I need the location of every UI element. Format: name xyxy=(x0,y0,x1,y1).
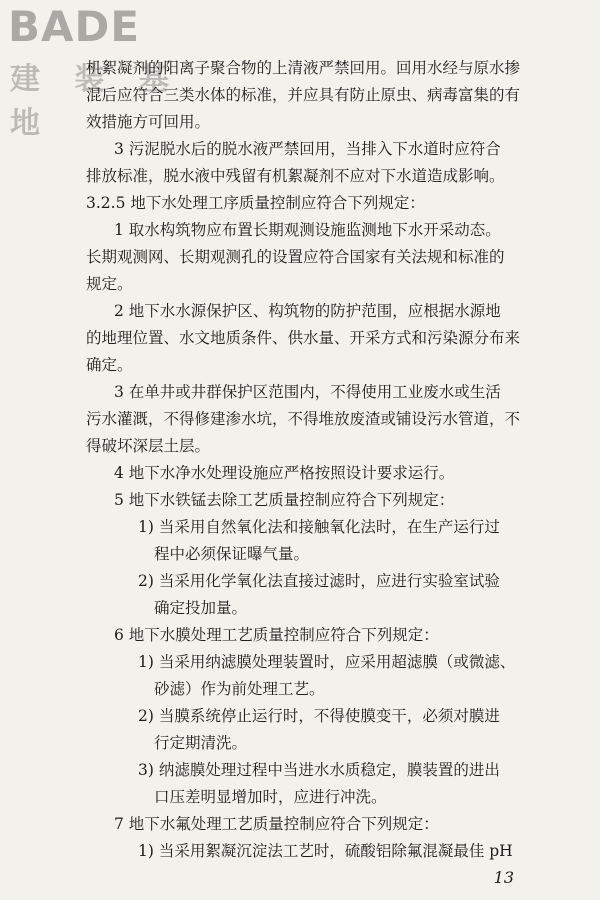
text-line: 的地理位置、水文地质条件、供水量、开采方式和污染源分布来 xyxy=(86,329,521,347)
text-line: 1 取水构筑物应布置长期观测设施监测地下水开采动态。 xyxy=(114,221,501,239)
clause-heading: 3.2.5 地下水处理工序质量控制应符合下列规定： xyxy=(86,194,425,212)
text-line: 污水灌溉，不得修建渗水坑，不得堆放废渣或铺设污水管道，不 xyxy=(86,410,521,428)
text-line: 机絮凝剂的阳离子聚合物的上清液严禁回用。回用水经与原水掺 xyxy=(86,59,521,77)
text-line: 2 地下水水源保护区、构筑物的防护范围，应根据水源地 xyxy=(114,302,501,320)
text-line: 口压差明显增加时，应进行冲洗。 xyxy=(154,788,387,806)
page-number: 13 xyxy=(493,868,514,887)
text-line: 规定。 xyxy=(86,275,133,293)
text-line: 3) 纳滤膜处理过程中当进水水质稳定，膜装置的进出 xyxy=(138,761,500,779)
text-line: 6 地下水膜处理工艺质量控制应符合下列规定： xyxy=(114,626,439,644)
text-line: 7 地下水氟处理工艺质量控制应符合下列规定： xyxy=(114,815,439,833)
text-line: 5 地下水铁锰去除工艺质量控制应符合下列规定： xyxy=(114,491,455,509)
text-line: 4 地下水净水处理设施应严格按照设计要求运行。 xyxy=(114,464,455,482)
text-line: 1) 当采用自然氧化法和接触氧化法时，在生产运行过 xyxy=(138,518,500,536)
text-line: 1) 当采用絮凝沉淀法工艺时，硫酸铝除氟混凝最佳 pH xyxy=(138,842,513,860)
text-line: 混后应符合三类水体的标准，并应具有防止原虫、病毒富集的有 xyxy=(86,86,521,104)
text-line: 2) 当采用化学氧化法直接过滤时，应进行实验室试验 xyxy=(138,572,500,590)
text-line: 1) 当采用纳滤膜处理装置时，应采用超滤膜（或微滤、 xyxy=(138,653,516,671)
text-line: 行定期清洗。 xyxy=(154,734,248,752)
text-line: 3 污泥脱水后的脱水液严禁回用，当排入下水道时应符合 xyxy=(114,140,501,158)
text-line: 确定。 xyxy=(86,356,133,374)
watermark-latin: BADE xyxy=(8,2,141,51)
watermark-chinese: 建 装 基 地 xyxy=(10,62,181,141)
text-line: 排放标准，脱水液中残留有机絮凝剂不应对下水道造成影响。 xyxy=(86,167,505,185)
text-line: 3 在单井或井群保护区范围内，不得使用工业废水或生活 xyxy=(114,383,501,401)
text-line: 确定投加量。 xyxy=(154,599,248,617)
text-line: 2) 当膜系统停止运行时，不得使膜变干，必须对膜进 xyxy=(138,707,500,725)
text-line: 程中必须保证曝气量。 xyxy=(154,545,310,563)
text-line: 长期观测网、长期观测孔的设置应符合国家有关法规和标准的 xyxy=(86,248,505,266)
text-line: 效措施方可回用。 xyxy=(86,113,211,131)
text-line: 得破坏深层土层。 xyxy=(86,437,211,455)
text-line: 砂滤）作为前处理工艺。 xyxy=(154,680,325,698)
